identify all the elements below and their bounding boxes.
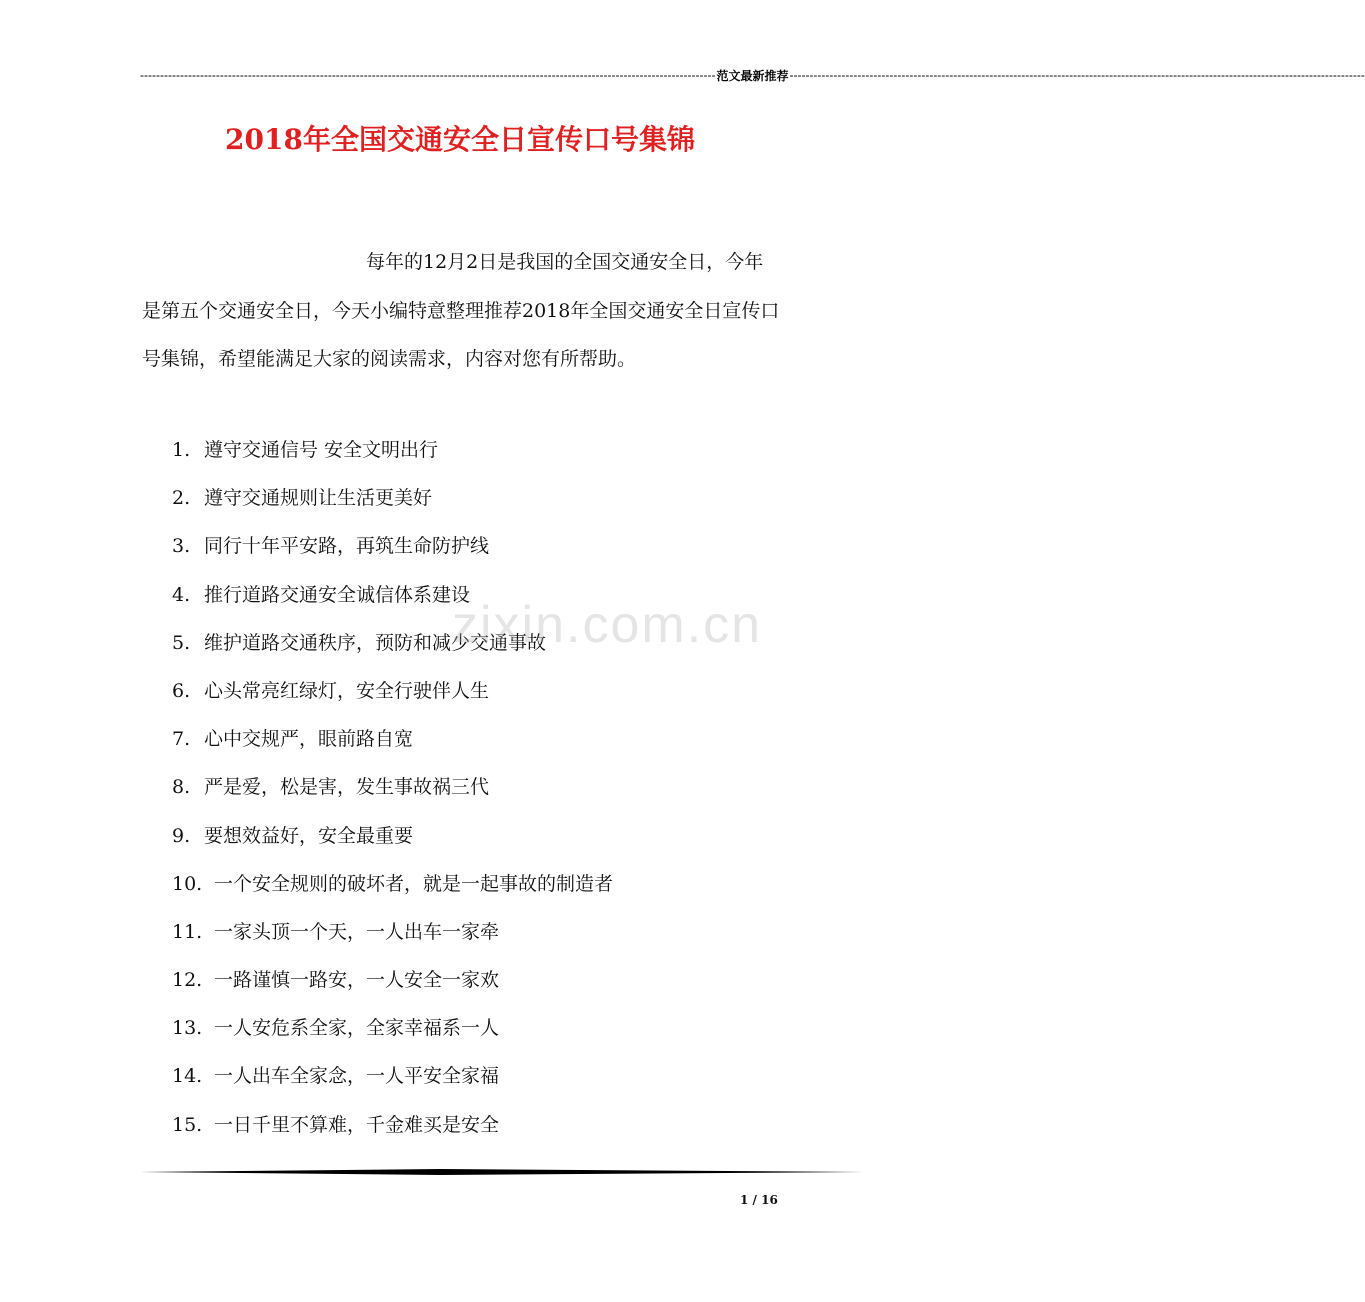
list-item-number: 13. (172, 1017, 203, 1040)
list-item-text: 一日千里不算难，千金难买是安全 (214, 1113, 500, 1136)
list-item-number: 1. (172, 439, 191, 461)
list-item-text: 严是爱，松是害，发生事故祸三代 (204, 776, 490, 799)
list-item-text: 维护道路交通秩序，预防和减少交通事故 (204, 631, 547, 654)
list-item-text: 要想效益好，安全最重要 (204, 824, 414, 847)
slogan-list (172, 426, 772, 1149)
list-item-number: 8. (172, 776, 191, 799)
list-item (172, 1052, 772, 1100)
header-banner (140, 66, 1365, 84)
list-item (172, 474, 772, 522)
list-item (172, 860, 772, 908)
list-item-number: 5. (172, 631, 191, 654)
list-item-number: 10. (172, 872, 203, 895)
header-dashes-left: ------------------------------------------------------------------------------------------------------------------------------------------------ (140, 68, 716, 82)
list-item-text: 一个安全规则的破坏者，就是一起事故的制造者 (214, 872, 614, 895)
header-dashes-right: ------------------------------------------------------------------------------------------------------------------------------------------------ (789, 68, 1365, 82)
list-item-number: 7. (172, 728, 191, 751)
list-item-number: 12. (172, 969, 203, 992)
list-item (172, 1004, 772, 1052)
list-item (172, 956, 772, 1004)
list-item (172, 571, 772, 619)
list-item-number: 9. (172, 824, 191, 847)
intro-text: 每年的12月2日是我国的全国交通安全日，今年是第五个交通安全日，今天小编特意整理推荐2018年全国交通安全日宣传口号集锦，希望能满足大家的阅读需求，内容对您有所帮助。 (142, 251, 780, 370)
list-item-text: 推行道路交通安全诚信体系建设 (204, 583, 471, 606)
list-item (172, 812, 772, 860)
list-item (172, 763, 772, 811)
watermark: zixin.com.cn (452, 596, 763, 654)
list-item-number: 11. (172, 920, 203, 943)
list-item-text: 一人出车全家念，一人平安全家福 (214, 1065, 500, 1088)
list-item-number: 2. (172, 487, 191, 510)
list-item (172, 667, 772, 715)
list-item (172, 522, 772, 570)
list-item (172, 619, 772, 667)
list-item-text: 心中交规严，眼前路自宽 (204, 728, 414, 751)
list-item-number: 6. (172, 679, 191, 702)
list-item-text: 一路谨慎一路安，一人安全一家欢 (214, 969, 500, 992)
list-item-text: 同行十年平安路，再筑生命防护线 (204, 535, 490, 558)
intro-paragraph (142, 238, 782, 384)
list-item-text: 遵守交通规则让生活更美好 (204, 487, 433, 510)
list-item (172, 1101, 772, 1149)
list-item-text: 心头常亮红绿灯，安全行驶伴人生 (204, 679, 490, 702)
list-item-number: 4. (172, 583, 191, 606)
footer-divider (140, 1166, 864, 1178)
list-item-number: 14. (172, 1065, 203, 1088)
page-number: 1 / 16 (740, 1193, 778, 1207)
list-item-number: 3. (172, 535, 191, 558)
list-item (172, 715, 772, 763)
header-label: 范文最新推荐 (716, 68, 789, 83)
list-item-number: 15. (172, 1113, 203, 1136)
list-item-text: 遵守交通信号 安全文明出行 (204, 439, 439, 461)
list-item (172, 426, 772, 474)
list-item-text: 一人安危系全家，全家幸福系一人 (214, 1017, 500, 1040)
list-item (172, 908, 772, 956)
document-title: 2018年全国交通安全日宣传口号集锦 (225, 123, 695, 156)
list-item-text: 一家头顶一个天，一人出车一家牵 (214, 920, 500, 943)
